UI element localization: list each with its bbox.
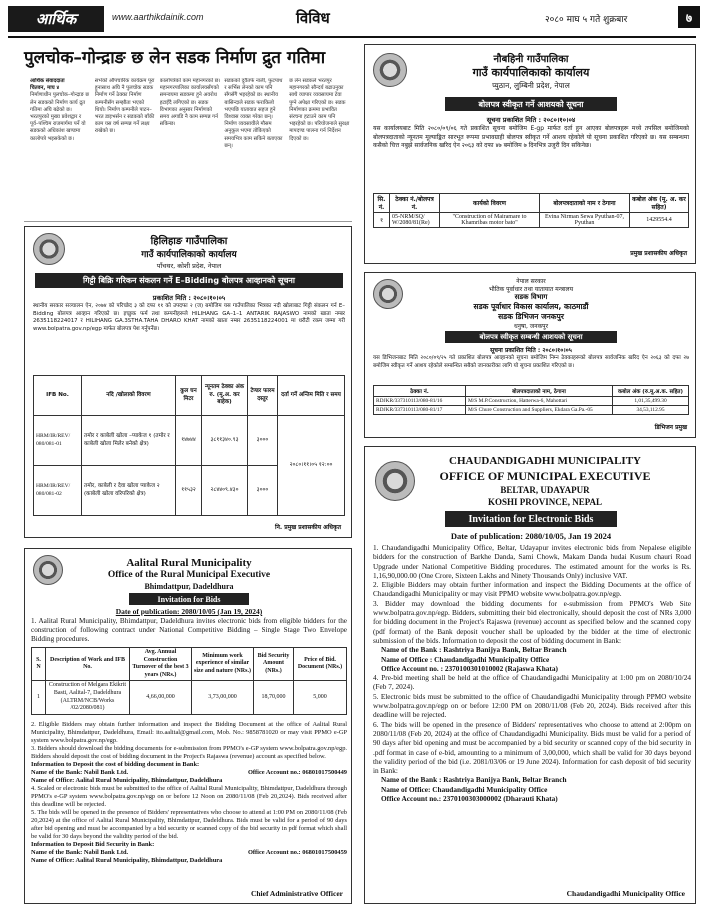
notice-signature: Chaudandigadhi Municipality Office	[566, 889, 685, 898]
notice-org: Aalital Rural Municipality	[126, 557, 252, 569]
table-cell: Evina Nirman Sewa Pyuthan-07, Pyuthan	[540, 213, 630, 228]
news-column-2: सर्भेको औपचारिक कार्यक्रम पूरा हुनासाथ अघि नै पुलचोक सडक निर्माण गर्ने ठेक्का निर्माण कम्पनीसँग सम्झौता भएको थियो। निर्माण कम्पनीले पाटन–भरत डाइभर्सन र सडकको बाँकी काम यस वर्ष सम्पन्न गर्ने लक्ष्य राखेको छ।	[94, 78, 155, 135]
list-item-text: Eligible Bidders may obtain further information and inspect the Bidding Document at the office of Aalital Rural Municipality, Bhimdattpur, Dadeldhura, Email: ito.aalital@gmail.com, Mob. No.: 9858781020 or may visit PPMO e-GP system www.bolpatra.gov.np/egp.	[31, 721, 348, 744]
list-item: 4. Scaled or electronic bids must be submitted to the office of Aalital Rural Municipality, Bhimdattpur, Dadeldhura through PPMO's e-GP system www.bolpatra.gov.np/egp on or before 12 Noon on 2080/11/08 (Feb 20,2024). Bids received after this deadline will be rejected.	[31, 785, 347, 808]
table-cell: Construction of Melgara Ekikrit Basti, Aalital-7, Dadeldhura (ALTRM/NCB/Works /02/2080/081)	[46, 681, 130, 714]
news-kicker: आर्थिक संवाददाता	[30, 78, 65, 84]
news-column-5: छ लेन सडकले भरतपुर महानगरको सौन्दर्य बढाउनुका साथै व्यापार व्यवसायमा टेवा पुग्ने अपेक्षा गरिएको छ। सडक निर्माणका क्रममा प्रभावित संरचना हटाउने काम पनि भइरहेको छ। परियोजनाले सुरक्षा मापदण्ड पालना गर्न निर्देशन दिएको छ।	[289, 78, 350, 142]
list-item: 3. Bidders should download the bidding documents for e-submission from PPMO's e-GP system www.bolpatra.gov.np/egp. Bidders should deposit the cost of bidding document in the Project's Rajaswa (revenue) account as specified below.	[31, 745, 347, 760]
notice-pub-date: सूचना प्रकाशित मिति : २०८०।१०।०४	[486, 116, 576, 124]
table-header-row	[32, 648, 347, 681]
bank-account: Office Account no.: 2370100303000002 (Dharauti Khata)	[381, 794, 558, 804]
notice-place: धनुषा, जनकपुर	[513, 323, 549, 330]
notice-banner: Invitation for Electronic Bids	[445, 511, 617, 527]
notice-org: हिलिहाङ गाउँपालिका	[150, 236, 228, 247]
page-number: ७	[678, 6, 700, 28]
table-cell: तमोर र काबेली खोला –प्याकेज १ (तमोर र काबेली खोला मिलेर बनेको क्षेत्र)	[82, 416, 176, 466]
list-item: 2. Eligible Bidders may obtain further information and inspect the Bidding Document at the office of Aalital Rural Municipality, Bhimdattpur, Dadeldhura, Email: ito.aalital@gmail.com, Mob. No.: 9858781020 or may visit PPMO e-GP system www.bolpatra.gov.np/egp.	[31, 721, 348, 744]
notice-ministry: भौतिक पूर्वाधार तथा यातायात मन्त्रालय	[488, 286, 574, 293]
news-column-1	[30, 78, 91, 218]
news-headline: पुलचोक–गोन्द्राङ छ लेन सडक निर्माण द्रुत गतिमा	[24, 48, 326, 68]
notice-intro: 1. Aalital Rural Municipality, Bhimdattpur, Dadeldhura invites electronic bids from eligible bidders for the construction of following contract under National Competitive Bidding – Single Stage Two Envelope Bidding procedures.	[31, 617, 347, 643]
col-header: Description of Work and IFB No.	[46, 648, 130, 681]
table-row	[34, 416, 345, 466]
list-item-text: Electronic bids must be submitted to the office of Chaudandigadhi Municipality through PPMO website www.bolpatra.gov.np/egp on or before 12:00 PM on 2080/11/08 (Feb 20, 2024). Bids received after this deadline will be rejected.	[373, 691, 692, 720]
table-cell: 4,66,00,000	[130, 681, 192, 714]
notice-pub-date: प्रकाशित मिति : २०८०।१०।०५	[152, 294, 226, 302]
col-header: ठेक्का नं.	[374, 386, 466, 397]
table-cell: २८४४०९.४३०	[202, 466, 248, 516]
list-item-text: Scaled or electronic bids must be submitted to the office of Aalital Rural Municipality, Bhimdattpur, Dadeldhura through PPMO's e-GP system www.bolpatra.gov.np/egp on or before 12 Noon on 2080/11/08 (Feb 20,2024). Bids received after this deadline will be rejected.	[31, 785, 347, 808]
table-cell: 1429554.4	[630, 213, 689, 228]
hilihang-notice	[24, 226, 352, 538]
notice-banner: गिट्टी बिक्रि गरिकन संकलन गर्ने E–Bidding बोलपत्र आव्हानको सूचना	[35, 273, 343, 288]
table-cell: 5,000	[294, 681, 347, 714]
col-header: Price of Bid. Document (NRs.)	[294, 648, 347, 681]
list-item: 3. Bidder may download the bidding documents for e-submission from PPMO's Web Site www.bolpatra.gov.np/egp. Bidders, submitting their bid electronically, should deposit the cost of NRs 3,000 for bidding document in the Project's Rajaswa (revenue) account as specified below and the scanned copy (pdf format) of the Bank deposit voucher shall be uploaded by the bidder at the time of electronic submission of the bids. Information to deposit the cost of bidding document in Bank:	[373, 598, 692, 645]
col-header: Avg. Annual Construction Turnover of the best 3 years (NRs.)	[130, 648, 192, 681]
table-header-row	[374, 194, 689, 213]
notice-org: CHAUDANDIGADHI MUNICIPALITY	[449, 455, 641, 467]
bank-office: Name of Office : Chaudandigadhi Municipality Office	[381, 654, 550, 664]
notice-items	[31, 721, 347, 865]
table-cell: 1,01,35,499.30	[613, 397, 689, 406]
col-header: ठेक्का नं./बोलपत्र नं.	[390, 194, 440, 213]
notice-address: पाँचथर, कोशी प्रदेश, नेपाल	[156, 262, 222, 270]
notice-office: गाउँ कार्यपालिकाको कार्यालय	[472, 66, 590, 79]
notice-address1: BELTAR, UDAYAPUR	[500, 485, 590, 495]
bank-name: Name of the Bank : Rashtriya Banijya Bank, Beltar Branch	[381, 645, 567, 655]
notice-division: सडक डिभिजन जनकपुर	[498, 312, 564, 321]
table-header-row	[34, 376, 345, 416]
notice-address: Bhimdattpur, Dadeldhura	[144, 582, 234, 591]
table-cell: 05-NRM/SQ/ W/2080/81(Re)	[390, 213, 440, 228]
header-divider	[8, 36, 696, 38]
news-paragraph: निर्माणाधीन पुलचोक–गोन्द्राङ छ लेन सडकको निर्माण कार्य द्रुत गतिमा अघि बढेको छ। भरतपुरको मुख्य प्रवेशद्वार र पूर्व–पश्चिम राजमार्गमा पर्ने यो सडकको अधिकांश खण्डमा कालोपत्रे भइसकेको छ।	[30, 92, 90, 142]
table-cell: ११५३२	[176, 466, 202, 516]
table-cell: ३८११३४०.९३	[202, 416, 248, 466]
notice-address2: KOSHI PROVINCE, NEPAL	[487, 497, 603, 507]
table-row	[374, 406, 689, 415]
bank-line	[31, 849, 347, 857]
bid-security-title: Information to Deposit Bid Security in Bank:	[31, 841, 155, 848]
notice-pub-date: सूचना प्रकाशित मिति : २०८०।१०।०५	[490, 347, 572, 354]
masthead-logo	[8, 6, 104, 32]
list-item: 2. Eligible Bidders may obtain further information and inspect the Bidding Documents at the office of Chaudandigadhi Municipality or may visit PPMO website www.bolpatra.gov.np/egp.	[373, 580, 691, 599]
col-header: कार्यको विवरण	[440, 194, 540, 213]
notice-org: नौबहिनी गाउँपालिका	[493, 54, 569, 65]
col-header: सि. नं.	[374, 194, 390, 213]
notice-body: यस कार्यालयबाट मिति २०८०/०९/०६ गते प्रकाशित सूचना बमोजिम E-gp मार्फत दर्ता हुन आएका बोलपत्रहरू मध्ये तपसिल बमोजिमको बोलपत्रदाताको न्यूनतम मूल्याङ्कित सारभूत रूपमा प्रभावग्राही बोलपत्र स्वीकृत गर्ने आशय रहेकोले यो सूचना प्रकाशित गरिएको छ। यस सम्बन्धमा कसैको चित्त नबुझे सार्वजनिक खरिद ऐन २०६३ को दफा ४७ बमोजिम ७ दिनभित्र उजुरी दिन सकिनेछ।	[373, 125, 689, 150]
col-header: टेण्डर फारम दस्तुर	[248, 376, 278, 416]
notice-signature: नि. प्रमुख प्रशासकीय अधिकृत	[275, 524, 341, 531]
notice-table-wrap	[373, 385, 689, 415]
list-item-text: Chaudandigadhi Municipality Office, Beltar, Udayapur invites electronic bids from Nepalese eligible bidders for the construction of Barkhe Danda, Sami Chowk, Makam Danda hudai Kusum chauri Road Upgrade under National Competitive Bidding procedures. The estimated amount for the works is Rs. 1,16,90,000.00 (One Crore, Sixteen Lakhs and Ninety Thousands Only) inclusive VAT.	[373, 543, 691, 580]
bank-name: Name of the Bank: Nabil Bank Ltd.	[31, 769, 129, 776]
notice-dept: सडक विभाग	[514, 293, 548, 301]
award-table	[373, 385, 689, 415]
award-table	[373, 193, 689, 228]
table-row	[374, 397, 689, 406]
col-header: कबोल अंक (मू. अ. कर सहित)	[630, 194, 689, 213]
table-cell: 3,73,00,000	[192, 681, 254, 714]
notice-body: स्थानीय सरकार सञ्चालन ऐन, २०७४ को परिच्छेद ३ को दफा ११ को उपदफा २ (ज) बमोजिम यस गाउँपालिका भित्रका नदी खोलाबाट गिट्टी संकलन गर्न E–Bidding बोलपत्र आव्हान गरिएको छ। इच्छुक फर्म तथा कम्पनीहरूले HILIHANG GA–1–1 ANTARIK RAJASWO नामको खाता नम्बर 2635118224017 र HILIHANG GA.3STHA.TAHA DHARO KHAT नामको खाता नम्बर 2635118224001 मा धरौटी रकम जम्मा गरी www.bolpatra.gov.np/egp मार्फत बोलपत्र पेश गर्नुपर्नेछ।	[33, 303, 345, 332]
col-header: न्यूनतम ठेक्का अंक रु. (मू.अ. कर बाहेक)	[202, 376, 248, 416]
notice-table-wrap	[31, 647, 347, 715]
news-body	[30, 78, 350, 218]
table-cell: १४७४४	[176, 416, 202, 466]
notice-signature: डिभिजन प्रमुख	[654, 424, 687, 431]
bank-account: Office Account no.: 06801017500459	[247, 849, 347, 856]
notice-paragraph: Aalital Rural Municipality, Bhimdattpur, Dadeldhura invites electronic bids from eligible bidders for the construction of following contract under National Competitive Bidding – Single Stage Two Envelope Bidding procedures.	[31, 617, 347, 643]
issue-date: २०८० माघ ५ गते शुक्रबार	[545, 15, 628, 25]
notice-pub-date: Date of publication: 2080/10/05, Jan 19 2024	[450, 531, 612, 541]
table-cell: 18,70,000	[254, 681, 294, 714]
col-header: कबोल अंक (रु.मू.अ.क. सहित)	[613, 386, 689, 397]
janakpur-notice	[364, 272, 696, 438]
table-cell: HRM/IR/REV/ 080/081-02	[34, 466, 82, 516]
aalital-notice	[24, 548, 352, 904]
notice-gov: नेपाल सरकार	[516, 278, 546, 285]
list-item: 5. Electronic bids must be submitted to the office of Chaudandigadhi Municipality through PPMO website www.bolpatra.gov.np/egp on or before 12:00 PM on 2080/11/08 (Feb 20, 2024). Bids received after this deadline will be rejected.	[373, 691, 692, 720]
list-item: 1. Chaudandigadhi Municipality Office, Beltar, Udayapur invites electronic bids from Nepalese eligible bidders for the construction of Barkhe Danda, Sami Chowk, Makam Danda hudai Kusum chauri Road Upgrade under National Competitive Bidding procedures. The estimated amount for the works is Rs. 1,16,90,000.00 (One Crore, Sixteen Lakhs and Ninety Thousands Only) inclusive VAT.	[373, 543, 691, 580]
notice-pub-date: Date of publication: 2080/10/05 (Jan 19, 2024)	[115, 607, 263, 616]
notice-table-wrap	[373, 193, 689, 228]
bank-account: Office Account no. : 2370100301010002 (Rajaswa Khata)	[381, 663, 558, 673]
table-cell: "Construction of Mairamare to Khamribas motor bato"	[440, 213, 540, 228]
list-item-text: Pre-bid meeting shall be held at the office of Chaudandigadhi Municipality at 1:00 pm on 2080/10/24 (Feb 7, 2024).	[373, 673, 692, 692]
col-header: S. N	[32, 648, 46, 681]
brand-text: आर्थिक	[35, 10, 77, 28]
table-row	[32, 681, 347, 714]
col-header: बोलपत्रदाताको नाम र ठेगाना	[540, 194, 630, 213]
table-cell: RDJKR/337310113/080-81/17	[374, 406, 466, 415]
notice-office: OFFICE OF MUNICIPAL EXECUTIVE	[439, 469, 651, 483]
bid-table	[31, 647, 347, 715]
list-item: 6. The bids will be opened in the presence of Bidders' representatives who choose to attend at 2:00pm on 2080/11/08 (Feb 20, 2024) at the office of Chaudandigadhi Municipality. Bids must be valid for a period of 90 days after bid opening and must be accompanied by a bid security or scanned copy of the bid security in .pdf format in case of e-bid, amounting to a minimum of 3,00,000, which shall be valid for 30 days beyond the validity period of the bid (i.e. 2081/03/06 or 19 June 2024). Information for cash deposit of bid security in Bank:	[373, 719, 691, 776]
table-cell: HRM/IR/REV/ 080/081-01	[34, 416, 82, 466]
chaudandigadhi-notice	[364, 446, 696, 904]
table-cell: RDJKR/337310113/080-81/16	[374, 397, 466, 406]
list-item-text: Eligible Bidders may obtain further information and inspect the Bidding Documents at the office of Chaudandigadhi Municipality or may visit PPMO website www.bolpatra.gov.np/egp.	[373, 580, 691, 599]
notice-office: गाउँ कार्यपालिकाको कार्यालय	[141, 250, 237, 260]
ifb-table	[33, 375, 345, 516]
col-header: कुल घन मिटर	[176, 376, 202, 416]
bank-name: Name of the Bank : Rashtriya Banijya Bank, Beltar Branch	[381, 775, 567, 785]
table-cell: ३०००	[248, 466, 278, 516]
table-cell: ३०००	[248, 416, 278, 466]
naubahini-notice	[364, 44, 696, 264]
bank-name: Name of the Bank: Nabil Bank Ltd.	[31, 849, 129, 856]
col-header: IFB No.	[34, 376, 82, 416]
notice-table-wrap	[33, 375, 345, 516]
col-header: नदि /खोलाको विवरण	[82, 376, 176, 416]
col-header: बोलपत्रदाताको नाम, ठेगाना	[466, 386, 613, 397]
notice-signature: Chief Administrative Officer	[250, 889, 343, 898]
bank-office: Name of Office: Chaudandigadhi Municipality Office	[381, 784, 548, 794]
news-column-4: सडकको दुवैतर्फ नाली, फुटपाथ र सर्भिस लेनको काम पनि सँगसँगै भइरहेको छ। स्थानीय बासिन्दाले सडक फराकिलो भएपछि यातायात सहज हुने विश्वास व्यक्त गरेका छन्। निर्माण व्यवसायीले मौसम अनुकूल भएमा तोकिएको समयभित्र काम सकिने बताएका छन्।	[224, 78, 283, 149]
section-title: विविध	[296, 9, 330, 27]
list-item: 4. Pre-bid meeting shall be held at the office of Chaudandigadhi Municipality at 1:00 pm on 2080/10/24 (Feb 7, 2024).	[373, 673, 692, 692]
notice-body: यस डिभिजनबाट मिति २०८०/०९/२५ गते प्रकाशित बोलपत्र आव्हानको सूचना बमोजिम निम्न ठेक्काहरूको बोलपत्र सार्वजनिक खरिद ऐन २०६३ को दफा २७ बमोजिम स्वीकृत गर्ने आशय रहेकोले सम्बन्धित सबैको जानकारीका लागि यो सूचना प्रकाशित गरिएको छ।	[373, 355, 689, 369]
notice-banner: बोलपत्र स्वीकृत सम्बन्धी आशयको सूचना	[445, 331, 617, 343]
table-cell: M/S M.P.Construction, Hatterwa-6, Mahottari	[466, 397, 613, 406]
bank-line	[31, 769, 347, 777]
table-cell: तमोर, काबेली र देवा खोला प्याकेज २ (काबेली खोला वरिपरिको क्षेत्र)	[82, 466, 176, 516]
bank-account: Office Account no.: 06801017500449	[247, 769, 347, 776]
notice-items	[373, 543, 691, 803]
list-item-text: Bidder may download the bidding documents for e-submission from PPMO's Web Site www.bolpatra.gov.np/egp. Bidders, submitting their bid electronically, should deposit the cost of NRs 3,000 for bidding document in the Project's Rajaswa (revenue) account as specified below and the scanned copy (pdf format) of the Bank deposit voucher shall be uploaded by the bidder at the time of electronic submission of the bids. Information to deposit the cost of bidding document in Bank:	[373, 598, 692, 645]
table-cell: १	[374, 213, 390, 228]
notice-signature: प्रमुख प्रशासकीय अधिकृत	[630, 250, 687, 257]
table-row	[374, 213, 689, 228]
table-cell: M/S Chure Construction and Suppliers, Ekdara Ga.Pa.-05	[466, 406, 613, 415]
bank-info-title: Information to Deposit the cost of bidding document in Bank:	[31, 761, 200, 768]
list-item-text: The bids will be opened in the presence of Bidders' representatives who choose to attend at 2:00pm on 2080/11/08 (Feb 20, 2024) at the office of Chaudandigadhi Municipality. Bids must be valid for a period of 90 days after bid opening and must be accompanied by a bid security or scanned copy of the bid security in .pdf format in case of e-bid, amounting to a minimum of 3,00,000, which shall be valid for 30 days beyond the validity period of the bid (i.e. 2081/03/06 or 19 June 2024). Information for cash deposit of bid security in Bank:	[373, 719, 691, 776]
table-cell: 1	[32, 681, 46, 714]
notice-office: सडक पूर्वाधार विकास कार्यालय, काठमाडौं	[473, 302, 589, 311]
notice-banner: Invitation for Bids	[129, 593, 249, 605]
col-header: Bid Security Amount (NRs.)	[254, 648, 294, 681]
notice-address: प्युठान, लुम्बिनी प्रदेश, नेपाल	[492, 81, 570, 90]
notice-banner: बोलपत्र स्वीकृत गर्ने आशयको सूचना	[445, 97, 617, 111]
news-column-3: कालोपत्रेको काम महानगरको छ। महानगरपालिका कार्यालयसँगको समन्वयमा सडकमा हुने अवरोध हटाइँदै लगिएको छ। सडक विभागका अनुसार निर्माणको समय अगाडि नै काम सम्पन्न गर्न सकिन्छ।	[159, 78, 221, 128]
table-header-row	[374, 386, 689, 397]
list-item-text: The bids will be opened in the presence of Bidders' representatives who choose to attend at 1:00 PM on 2080/11/08 (Feb 20,2024) at the office of Aalital Rural Municipality, Bhimdattpur, Dadeldhura. Bids must be valid for a period of 90 days after bid opening and must be accompanied by a bid security or scanned copy of the bid security in pdf format which shall be valid for 30 days beyond the validity period of the bid.	[31, 809, 347, 840]
list-item: 5. The bids will be opened in the presence of Bidders' representatives who choose to attend at 1:00 PM on 2080/11/08 (Feb 20,2024) at the office of Aalital Rural Municipality, Bhimdattpur, Dadeldhura. Bids must be valid for a period of 90 days after bid opening and must be accompanied by a bid security or scanned copy of the bid security in pdf format which shall be valid for 30 days beyond the validity period of the bid.	[31, 809, 347, 840]
bank-office: Name of Office: Aalital Rural Municipality, Bhimdattpur, Dadeldhura	[31, 777, 223, 784]
site-url[interactable]: www.aarthikdainik.com	[112, 12, 204, 22]
col-header: Minimum work experience of similar size and nature (NRs.)	[192, 648, 254, 681]
table-cell: २०८०।११।०५ १२:००	[278, 416, 345, 516]
list-item-text: Bidders should download the bidding documents for e-submission from PPMO's e-GP system www.bolpatra.gov.np/egp. Bidders should deposit the cost of bidding document in the Project's Rajaswa (revenue) account as specified below.	[31, 745, 347, 760]
table-cell: 34,53,112.95	[613, 406, 689, 415]
notice-office: Office of the Rural Municipal Executive	[107, 570, 271, 580]
news-dateline: चितवन, माघ ४	[30, 85, 60, 92]
bank-office: Name of Office: Aalital Rural Municipality, Bhimdattpur, Dadeldhura	[31, 857, 223, 864]
col-header: दर्ता गर्ने अन्तिम मिति र समय	[278, 376, 345, 416]
